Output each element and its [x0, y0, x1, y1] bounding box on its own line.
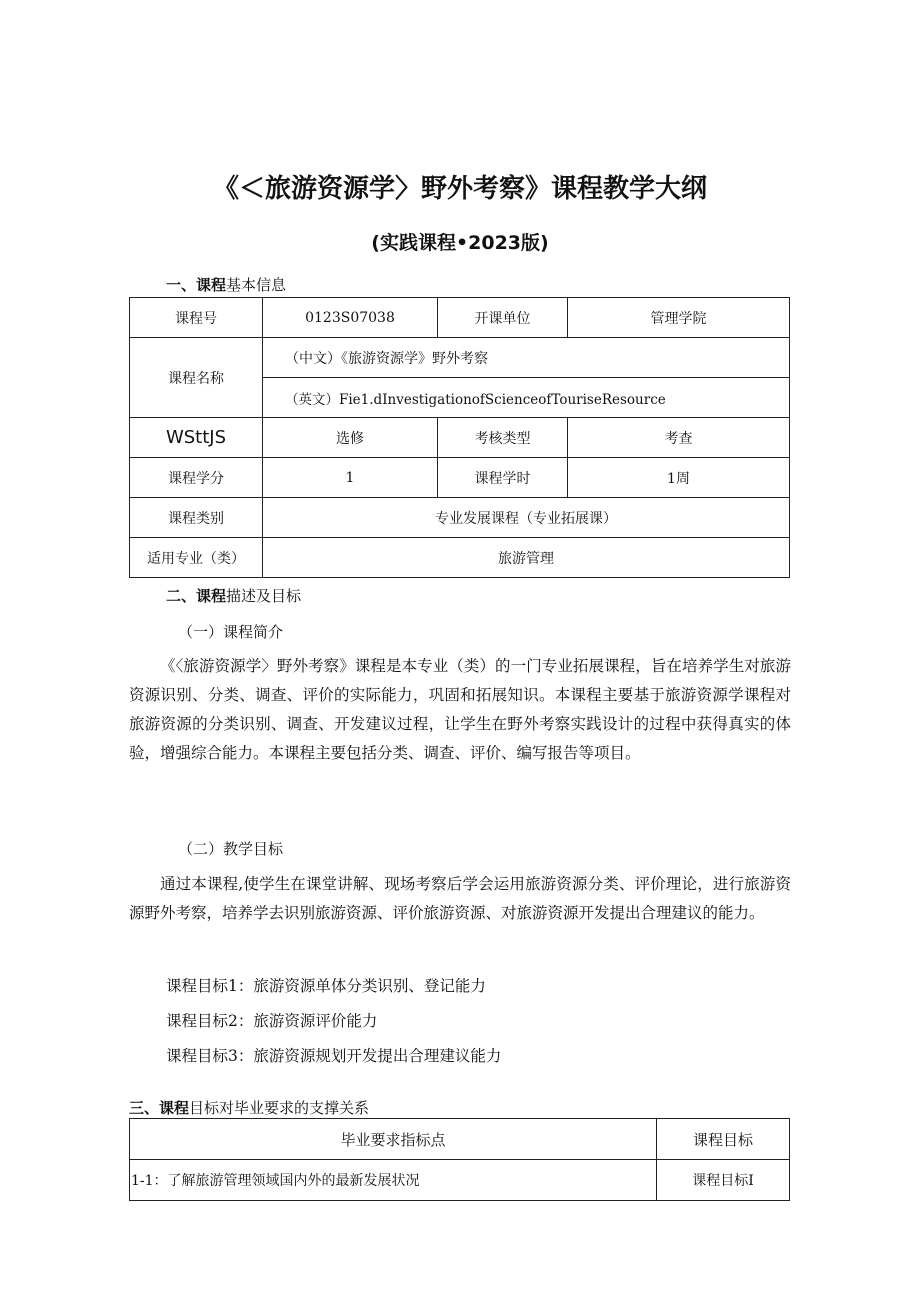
intro-text: 《〈旅游资源学〉野外考察》课程是本专业（类）的一门专业拓展课程，旨在培养学生对旅游资源识别、分类、调查、评价的实际能力，巩固和拓展知识。本课程主要基于旅游资源学课程对旅游资源的分类识别、调查、开发建议过程，让学生在野外考察实践设计的过程中获得真实的体验，增强综合能力。本课程主要包括分类、调查、评价、编写报告等项目。	[129, 657, 791, 762]
major-label: 适用专业（类）	[130, 538, 263, 578]
course-no-label: 课程号	[130, 298, 263, 338]
course-nature-value: 选修	[263, 418, 438, 458]
table-row	[130, 298, 790, 338]
hours-label: 课程学时	[438, 458, 568, 498]
section-heading-prefix: 三、课程	[129, 1099, 190, 1117]
intro-paragraph	[129, 652, 791, 768]
header-requirement: 毕业要求指标点	[130, 1119, 657, 1160]
support-relation-table	[129, 1118, 790, 1201]
course-info-table	[129, 297, 790, 578]
table-header-row	[130, 1119, 790, 1160]
category-label: 课程类别	[130, 498, 263, 538]
credit-value: 1	[263, 458, 438, 498]
section-heading-description	[166, 585, 301, 606]
course-no-value: 0123S07038	[263, 298, 438, 338]
assess-type-value: 考查	[568, 418, 790, 458]
assess-type-label: 考核类型	[438, 418, 568, 458]
section-heading-rest: 目标对毕业要求的支撑关系	[189, 1099, 370, 1117]
goals-text: 通过本课程,使学生在课堂讲解、现场考察后学会运用旅游资源分类、评价理论，进行旅游资源野外考察，培养学去识别旅游资源、评价旅游资源、对旅游资源开发提出合理建议的能力。	[129, 875, 791, 922]
course-goal-1: 课程目标1：旅游资源单体分类识别、登记能力	[166, 977, 486, 995]
document-subtitle: (实践课程•2023版)	[371, 232, 549, 254]
section-heading-basic-info	[166, 274, 286, 295]
course-name-cn: （中文）《旅游资源学》野外考察	[263, 338, 790, 378]
header-course-goal: 课程目标	[657, 1119, 790, 1160]
table-row	[130, 498, 790, 538]
course-name-label: 课程名称	[130, 338, 263, 418]
section-heading-support	[129, 1097, 369, 1118]
dept-value: 管理学院	[568, 298, 790, 338]
table-row	[130, 338, 790, 378]
course-goal-3: 课程目标3：旅游资源规划开发提出合理建议能力	[166, 1047, 502, 1065]
dept-label: 开课单位	[438, 298, 568, 338]
section-heading-prefix: 二、课程	[166, 587, 227, 605]
course-goal-2: 课程目标2：旅游资源评价能力	[166, 1012, 378, 1030]
hours-value: 1周	[568, 458, 790, 498]
section-heading-prefix: 一、课程	[166, 276, 227, 294]
table-row	[130, 458, 790, 498]
course-goal-cell: 课程目标I	[657, 1160, 790, 1201]
credit-label: 课程学分	[130, 458, 263, 498]
table-row	[130, 418, 790, 458]
table-row	[130, 1160, 790, 1201]
major-value: 旅游管理	[263, 538, 790, 578]
course-name-en: （英文）Fie1.dInvestigationofScienceofTouriseResource	[263, 378, 790, 418]
requirement-cell: 1-1：了解旅游管理领域国内外的最新发展状况	[130, 1160, 657, 1201]
goals-paragraph	[129, 870, 791, 928]
intro-heading: （一）课程简介	[178, 623, 284, 641]
section-heading-rest: 描述及目标	[226, 587, 302, 605]
course-nature-label: WSttJS	[130, 418, 263, 458]
goals-heading: （二）教学目标	[178, 840, 284, 858]
table-row	[130, 538, 790, 578]
document-title: 《＜旅游资源学〉野外考察》课程教学大纲	[212, 174, 707, 204]
section-heading-rest: 基本信息	[226, 276, 287, 294]
category-value: 专业发展课程（专业拓展课）	[263, 498, 790, 538]
